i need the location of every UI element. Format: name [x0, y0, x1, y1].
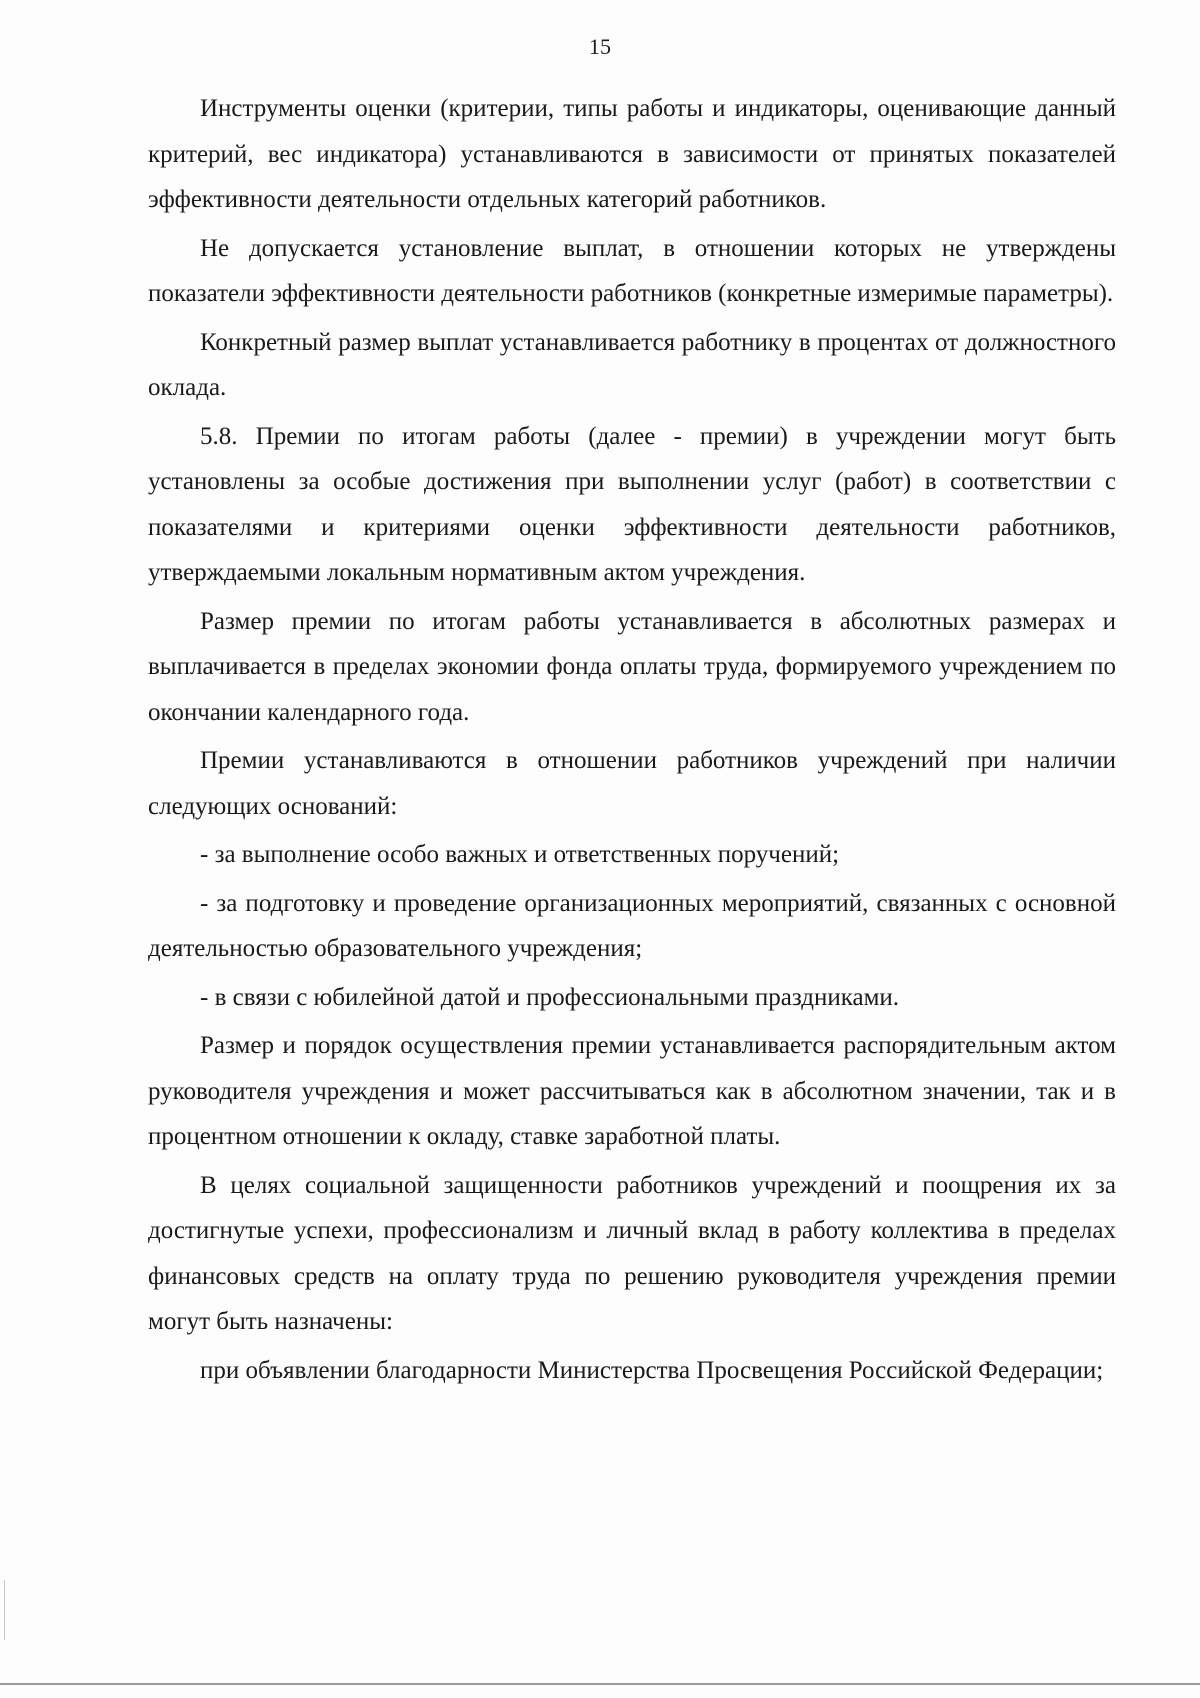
page-number: 15 — [589, 34, 611, 59]
paragraph-bonus-grounds: Премии устанавливаются в отношении работников учреждений при наличии следующих оснований: — [148, 747, 1116, 820]
scan-margin-mark — [4, 1580, 5, 1640]
document-body — [148, 86, 1116, 1396]
paragraph-social-protection: В целях социальной защищенности работников учреждений и поощрения их за достигнутые успехи, профессионализм и личный вклад в работу коллектива в пределах финансовых средств на оплату труда по решению руководителя учреждения премии могут быть назначены: — [148, 1171, 1116, 1335]
scan-bottom-edge — [0, 1683, 1200, 1685]
paragraph-bonus-size: Размер премии по итогам работы устанавливается в абсолютных размерах и выплачивается в пределах экономии фонда оплаты труда, формируемого учреждением по окончании календарного года. — [148, 607, 1116, 726]
list-item-anniversary: - в связи с юбилейной датой и профессиональными праздниками. — [200, 983, 900, 1011]
paragraph-specific-size: Конкретный размер выплат устанавливается работнику в процентах от должностного оклада. — [148, 328, 1116, 401]
paragraph-ministry-gratitude: при объявлении благодарности Министерства Просвещения Российской Федерации; — [200, 1356, 1104, 1384]
paragraph-procedure: Размер и порядок осуществления премии устанавливается распорядительным актом руководителя учреждения и может рассчитываться как в абсолютном значении, так и в процентном отношении к окладу, ставке заработной платы. — [148, 1032, 1116, 1150]
paragraph-section-5-8: 5.8. Премии по итогам работы (далее - премии) в учреждении могут быть установлены за особые достижения при выполнении услуг (работ) в соответствии с показателями и критериями оценки эффективности деятельности работников, утверждаемыми локальным нормативным актом учреждения. — [148, 422, 1116, 586]
list-item-important-assignments: - за выполнение особо важных и ответственных поручений; — [200, 841, 840, 868]
paragraph-not-allowed: Не допускается установление выплат, в отношении которых не утверждены показатели эффективности деятельности работников (конкретные измеримые параметры). — [148, 234, 1116, 307]
paragraph-evaluation-tools: Инструменты оценки (критерии, типы работы и индикаторы, оценивающие данный критерий, вес индикатора) устанавливаются в зависимости от принятых показателей эффективности деятельности отдельных категорий работников. — [148, 95, 1116, 213]
list-item-organizational-events: - за подготовку и проведение организационных мероприятий, связанных с основной деятельностью образовательного учреждения; — [148, 889, 1116, 962]
